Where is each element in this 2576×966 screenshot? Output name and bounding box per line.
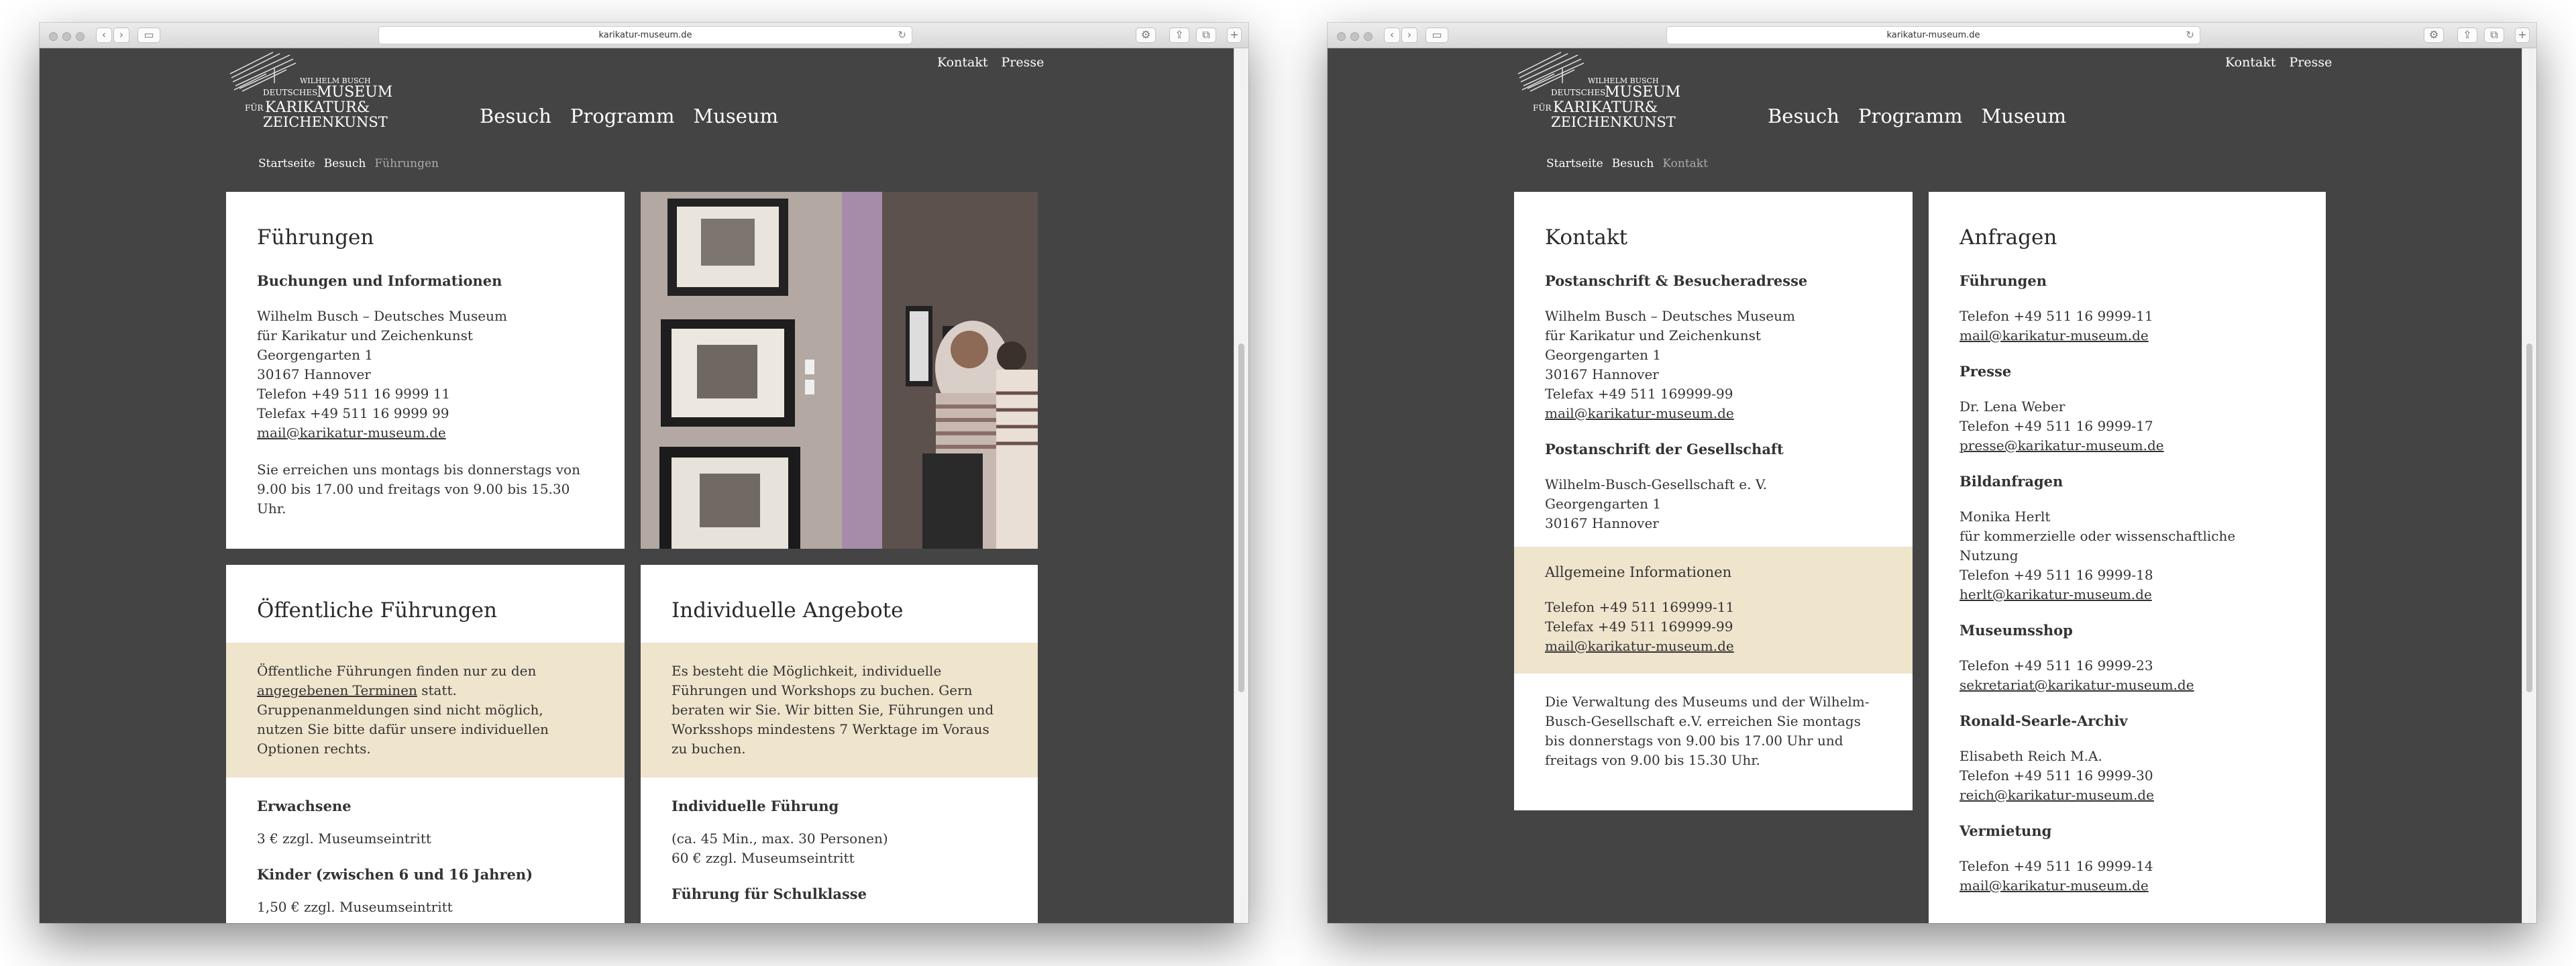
nav-museum[interactable]: Museum <box>693 105 779 127</box>
svg-text:FÜR: FÜR <box>245 103 264 113</box>
termine-link[interactable]: angegebenen Terminen <box>257 682 417 698</box>
inquiry-email-link[interactable]: reich@karikatur-museum.de <box>1960 787 2154 803</box>
browser-window-fuehrungen <box>40 23 1248 923</box>
nav-programm[interactable]: Programm <box>570 105 675 127</box>
crumb-current: Kontakt <box>1662 157 1708 170</box>
card-oeffentliche-fuehrungen <box>226 565 625 923</box>
inquiry-details: Telefon +49 511 16 9999-14 mail@karikatur-museum.de <box>1960 858 2153 894</box>
reload-icon[interactable]: ↻ <box>898 29 906 41</box>
breadcrumb <box>258 157 447 170</box>
svg-text:DEUTSCHES: DEUTSCHES <box>263 88 318 97</box>
section-heading-gesellschaft: Postanschrift der Gesellschaft <box>1545 441 1784 458</box>
crumb-current: Führungen <box>374 157 439 170</box>
svg-text:DEUTSCHES: DEUTSCHES <box>1551 88 1606 97</box>
offer-details: (ca. 45 Min., max. 30 Personen) 60 € zzgl. Museumseintritt <box>672 830 888 866</box>
web-page <box>1328 48 2522 923</box>
inquiry-heading: Ronald-Searle-Archiv <box>1960 712 2128 729</box>
reload-icon[interactable]: ↻ <box>2186 29 2194 41</box>
inquiry-email-link[interactable]: mail@karikatur-museum.de <box>1960 877 2149 894</box>
crumb-startseite[interactable]: Startseite <box>258 157 315 170</box>
svg-text:WILHELM BUSCH: WILHELM BUSCH <box>300 76 371 85</box>
browser-toolbar <box>1328 23 2536 48</box>
opening-hours: Sie erreichen uns montags bis donnerstags von 9.00 bis 17.00 und freitags von 9.00 bis 15.30 Uhr. <box>257 462 580 517</box>
museum-address: Wilhelm Busch – Deutsches Museum für Karikatur und Zeichenkunst Georgengarten 1 30167 Hannover Telefax +49 511 169999-99 mail@karikatur-museum.de <box>1545 308 1795 421</box>
inquiry-details: Telefon +49 511 16 9999-23 sekretariat@karikatur-museum.de <box>1960 657 2194 693</box>
inquiry-heading: Führungen <box>1960 272 2047 289</box>
card-subtitle: Buchungen und Informationen <box>257 272 502 289</box>
inquiry-email-link[interactable]: herlt@karikatur-museum.de <box>1960 586 2152 602</box>
scrollbar-thumb[interactable] <box>1238 343 1244 692</box>
inquiry-heading: Museumsshop <box>1960 622 2073 639</box>
nav-programm[interactable]: Programm <box>1858 105 1963 127</box>
inquiry-details: Monika Herlt für kommerzielle oder wissenschaftliche Nutzung Telefon +49 511 16 9999-18 herlt@karikatur-museum.de <box>1960 508 2236 602</box>
new-tab-button[interactable]: + <box>1227 28 1242 43</box>
crumb-besuch[interactable]: Besuch <box>323 157 366 170</box>
inquiry-heading: Vermietung <box>1960 822 2052 839</box>
nav-besuch[interactable]: Besuch <box>480 105 551 127</box>
tabs-button[interactable]: ⧉ <box>1196 28 1216 43</box>
extension-button[interactable]: ⚙ <box>1136 28 1156 43</box>
section-heading-postanschrift: Postanschrift & Besucheradresse <box>1545 272 1808 289</box>
email-link[interactable]: mail@karikatur-museum.de <box>1545 638 1734 654</box>
share-button[interactable]: ⇪ <box>2457 28 2477 43</box>
offer-heading-individual: Individuelle Führung <box>672 798 839 814</box>
price-adults: 3 € zzgl. Museumseintritt <box>257 830 431 847</box>
scrollbar-thumb[interactable] <box>2526 343 2532 692</box>
svg-text:MUSEUM: MUSEUM <box>317 84 393 101</box>
back-button[interactable]: ‹ <box>1384 28 1400 43</box>
back-button[interactable]: ‹ <box>96 28 112 43</box>
window-controls[interactable] <box>49 31 89 44</box>
inquiry-heading: Bildanfragen <box>1960 473 2063 490</box>
forward-button[interactable]: › <box>113 28 129 43</box>
address-block: Wilhelm Busch – Deutsches Museum für Karikatur und Zeichenkunst Georgengarten 1 30167 Hannover Telefon +49 511 16 9999 11 Telefax +49 511 16 9999 99 mail@karikatur-museum.de <box>257 308 507 441</box>
svg-text:FÜR: FÜR <box>1533 103 1552 113</box>
card-individuelle-angebote <box>641 565 1038 923</box>
card-fuehrungen <box>226 192 625 549</box>
inquiry-details: Telefon +49 511 16 9999-11 mail@karikatur-museum.de <box>1960 308 2153 343</box>
share-button[interactable]: ⇪ <box>1169 28 1189 43</box>
card-title: Anfragen <box>1960 225 2057 250</box>
sidebar-toggle-button[interactable]: ▭ <box>1426 28 1448 43</box>
museum-logo[interactable] <box>1514 48 1682 136</box>
email-link[interactable]: mail@karikatur-museum.de <box>257 425 446 441</box>
society-address: Wilhelm-Busch-Gesellschaft e. V. Georgengarten 1 30167 Hannover <box>1545 476 1768 531</box>
inquiry-details: Dr. Lena Weber Telefon +49 511 16 9999-17 presse@karikatur-museum.de <box>1960 398 2164 453</box>
nav-kontakt[interactable]: Kontakt <box>2225 55 2276 70</box>
nav-kontakt[interactable]: Kontakt <box>937 55 988 70</box>
nav-presse[interactable]: Presse <box>2289 55 2332 70</box>
intro-highlight: Es besteht die Möglichkeit, individuelle Führungen und Workshops zu buchen. Gern beraten wir Sie. Wir bitten Sie, Führungen und Worksshops mindestens 7 Werktage im Voraus zu buchen. <box>641 643 1038 777</box>
inquiries-list <box>1929 192 2326 896</box>
card-title: Öffentliche Führungen <box>257 598 497 623</box>
museum-logo[interactable] <box>226 48 394 136</box>
top-nav <box>937 55 1057 70</box>
browser-window-kontakt <box>1328 23 2536 923</box>
card-anfragen <box>1929 192 2326 923</box>
card-kontakt <box>1514 192 1913 810</box>
price-heading-adults: Erwachsene <box>257 798 352 814</box>
svg-text:KARIKATUR&: KARIKATUR& <box>265 99 370 116</box>
offer-heading-school: Führung für Schulklasse <box>672 885 867 902</box>
email-link[interactable]: mail@karikatur-museum.de <box>1545 405 1734 421</box>
new-tab-button[interactable]: + <box>2515 28 2530 43</box>
nav-presse[interactable]: Presse <box>1001 55 1044 70</box>
inquiry-email-link[interactable]: mail@karikatur-museum.de <box>1960 327 2149 343</box>
card-title: Führungen <box>257 225 374 250</box>
scrollbar[interactable] <box>2522 48 2536 923</box>
nav-museum[interactable]: Museum <box>1981 105 2067 127</box>
address-bar[interactable]: karikatur-museum.de ↻ <box>1666 26 2200 44</box>
inquiry-email-link[interactable]: sekretariat@karikatur-museum.de <box>1960 677 2194 693</box>
address-bar[interactable]: karikatur-museum.de ↻ <box>378 26 912 44</box>
inquiry-heading: Presse <box>1960 363 2012 380</box>
crumb-startseite[interactable]: Startseite <box>1546 157 1603 170</box>
gallery-photo <box>641 192 1038 549</box>
main-nav <box>480 105 797 127</box>
inquiry-details: Elisabeth Reich M.A. Telefon +49 511 16 9999-30 reich@karikatur-museum.de <box>1960 748 2154 803</box>
web-page <box>40 48 1234 923</box>
intro-highlight: Öffentliche Führungen finden nur zu den angegebenen Terminen statt. Gruppenanmeldungen sind nicht möglich, nutzen Sie bitte dafür unsere individuellen Optionen rechts. <box>226 643 625 777</box>
price-children: 1,50 € zzgl. Museumseintritt <box>257 899 453 915</box>
price-heading-children: Kinder (zwischen 6 und 16 Jahren) <box>257 866 533 883</box>
section-heading-allgemein: Allgemeine Informationen <box>1545 564 1732 580</box>
card-title: Individuelle Angebote <box>672 598 904 623</box>
inquiry-email-link[interactable]: presse@karikatur-museum.de <box>1960 437 2164 453</box>
forward-button[interactable]: › <box>1401 28 1417 43</box>
top-nav <box>2225 55 2345 70</box>
sidebar-toggle-button[interactable]: ▭ <box>138 28 160 43</box>
admin-hours: Die Verwaltung des Museums und der Wilhelm-Busch-Gesellschaft e.V. erreichen Sie montags bis donnerstags von 9.00 bis 17.00 Uhr und freitags von 9.00 bis 15.30 Uhr. <box>1545 694 1870 768</box>
scrollbar[interactable] <box>1234 48 1248 923</box>
general-info-highlight: Allgemeine Informationen Telefon +49 511 169999-11 Telefax +49 511 169999-99 mail@karikatur-museum.de <box>1514 547 1913 674</box>
svg-text:KARIKATUR&: KARIKATUR& <box>1553 99 1658 116</box>
card-title: Kontakt <box>1545 225 1628 250</box>
svg-text:ZEICHENKUNST: ZEICHENKUNST <box>263 114 388 130</box>
svg-text:MUSEUM: MUSEUM <box>1605 84 1681 101</box>
breadcrumb <box>1546 157 1717 170</box>
window-controls[interactable] <box>1337 31 1377 44</box>
browser-toolbar <box>40 23 1248 48</box>
svg-text:ZEICHENKUNST: ZEICHENKUNST <box>1551 114 1676 130</box>
tabs-button[interactable]: ⧉ <box>2484 28 2504 43</box>
crumb-besuch[interactable]: Besuch <box>1611 157 1654 170</box>
nav-besuch[interactable]: Besuch <box>1768 105 1839 127</box>
main-nav <box>1768 105 2085 127</box>
svg-text:WILHELM BUSCH: WILHELM BUSCH <box>1588 76 1659 85</box>
extension-button[interactable]: ⚙ <box>2424 28 2444 43</box>
